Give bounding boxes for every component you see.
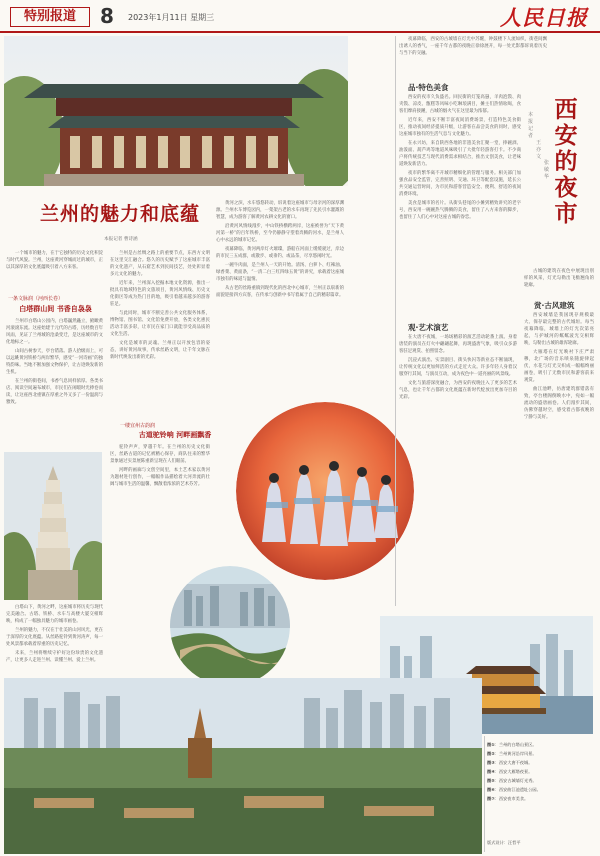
issue-date: 2023年1月11日 星期三 — [128, 13, 215, 22]
river-city-circle-photo — [170, 566, 290, 686]
column-divider — [395, 36, 396, 606]
lanzhou-subhead-2: 古道驼铃响 河畔画飘香 — [138, 431, 212, 439]
lanzhou-kicker-2: 一缕宜州古韵润 — [120, 423, 156, 429]
xian-article-title: 西安的夜市 — [554, 96, 578, 227]
pavilion-photo — [4, 36, 348, 186]
caption-item: 图④：西安大雁塔夜景。 — [487, 769, 533, 774]
lanzhou-col5-text: 白塔山下，黄河之畔，这座城市将历史与现代完美融合。古塔、铁桥、水车与高楼大厦交相辉映，构成了一幅独具魅力的城市画卷。 兰州的魅力，不仅在于壮美的山河风光，更在于深厚的文化底蕴。从丝路驼铃到黄河涛声，每一处风景都承载着厚重的历史记忆。 未来，兰州将继续守护好这份珍贵的文化遗产，让更多人走进兰州、读懂兰州、爱上兰州。 — [6, 605, 103, 663]
lanzhou-article-title: 兰州的魅力和底蕴 — [40, 203, 201, 225]
caption-item: 图⑥：西安曲江池遗址公园。 — [487, 787, 541, 792]
xian-panorama-photo — [4, 678, 482, 854]
food-section-text: 西安的夜市久负盛名。回民街的灯笼高悬，羊肉泡馍、肉夹馍、凉皮、甑糕等风味小吃琳琅满目，摊主们热情吆喝，食客们摩肩接踵，古城的烟火气在这里最为浓郁。 近年来，西安不断丰富夜间消费场景，打造特色美食街区，推动夜间经济提质升级，让游客在品尝美食的同时，感受这座城市独有的生活气息与文化魅力。 在永兴坊，来自陕西各地的非遗美食汇聚一堂，摔碗酒、油泼面、葫芦鸡等地道风味吸引了大批年轻游客打卡。不少商户将传统技艺与现代消费需求相结合，推出文创美食，让老味道焕发新活力。 夜市的繁华离不开城市精细化的管理与服务。相关部门加强食品安全监管，完善照明、交通、环卫等配套设施，延长公共交通运营时间，为市民和游客营造安全、便利、舒适的夜间消费环境。 美食是城市的名片。从街头巷尾的小摊到精致讲究的老字号，西安用一碗碗热气腾腾的美食，留住了八方来客的脚步，也留住了人们心中对这座古城的眷恋。 — [399, 95, 521, 220]
lanzhou-kicker-1: 一条文脉润（河西长卷） — [8, 296, 64, 302]
xian-intro-text: 夜幕降临，西安的古城墙在灯光中苏醒，钟鼓楼下人流如织，街巷间飘出诱人的香气，一座千年古都的夜晚正徐徐展开，每一处光影都诉说着历史与当下的交融。 — [399, 37, 547, 56]
section-tag: 特别报道 — [10, 7, 90, 27]
xian-author-1: 本报记者 — [527, 112, 533, 139]
caption-divider — [484, 736, 485, 852]
arch-section-text: 西安城墙是我国现存规模最大、保存最完整的古代城垣。每当夜幕降临，城墙上的灯光次第亮起，与护城河的粼粼波光交相辉映，勾勒出古城的雄浑轮廓。 大雁塔在灯光映衬下庄严肃穆，北广场的音乐喷泉随旋律起伏，水花与灯光交织成一幅幅绚丽画卷，吸引了无数市民和游客前来观赏。 曲江池畔，仿唐建筑群错落有致，亭台楼阁倒映水中，宛如一幅流动的盛唐画卷。人们漫步其间，仿佛穿越时空，感受着古都夜晚的宁静与美好。 — [524, 313, 594, 420]
section-head-architecture: 赏·古风建筑 — [534, 301, 575, 310]
section-head-art: 观·艺术演艺 — [408, 323, 449, 332]
caption-item: 图①：兰州的白塔山景区。 — [487, 742, 537, 747]
lanzhou-subhead-1: 白塔群山间 书香自袅袅 — [19, 305, 92, 313]
page-header — [0, 0, 600, 34]
section-head-food: 品·特色美食 — [408, 83, 449, 92]
newspaper-logo: 人民日报 — [500, 5, 588, 30]
art-section-text: 在大唐不夜城，一场场精彩的演艺活动轮番上演。身着唐装的演员在灯火中翩翩起舞，再现盛唐气象，吸引众多游客驻足观赏、拍照留念。 沉浸式演出、实景剧目、街头快闪等新业态不断涌现，让传统文化以更加鲜活的方式走近大众。许多年轻人身着汉服穿行其间，与演员互动，成为夜色中一道亮丽的风景线。 文化与旅游深度融合，为西安的夜晚注入了更多的艺术气息，也让千年古都的文化底蕴在新时代绽放出更加夺目的光彩。 — [399, 335, 517, 400]
caption-item: 图⑦：西安夜市美食。 — [487, 796, 529, 801]
lanzhou-col1-text: 兰州市白塔山公园内，白塔巍然矗立，俯瞰黄河滚滚东流。这座始建于元代的古塔，历经数百年风雨，见证了兰州城的沧桑变迁，是这座城市的文化地标之一。 山间古树参天，亭台错落。游人拾级而上，可以远眺黄河铁桥与两岸繁华，感受“一河诗画”的独特韵味。当地不断加强文物保护，让古迹焕发新的生机。 在兰州的街巷间，书香气息同样浓厚。各类书店、阅读空间遍布城市，市民们在闲暇时光捧卷而读，让这座西北重镇在厚重之外又多了一份温润与雅致。 — [6, 319, 103, 405]
caption-item: 图②：兰州黄河沿岸风景。 — [487, 751, 537, 756]
lanzhou-col3-text: 黄河之滨，水车悠悠转动，诉说着这座城市与母亲河的深厚渊源。兰州水车博览园内，一架架古老的水车再现了先民引水灌溉的智慧，成为游客了解黄河农耕文化的窗口。 沿黄河风情线漫步，中山铁桥横跨两岸，这座被誉为“天下黄河第一桥”的百年铁桥，至今仍静静守望着奔腾的河水，是兰州人心中永远的城市记忆。 夜幕降临，黄河两岸灯火璀璨，游船在河面上缓缓驶过，岸边的市民三五成群，或散步、或垂钓、或品茶，尽享悠闲时光。 一碗牛肉面，是兰州人一天的开始。清汤、白萝卜、红辣油、绿香菜、黄面条，“一清二白三红四绿五黄”的讲究，承载着这座城市独有的味道与温情。 从古老的丝路重镇到现代化的西北中心城市，兰州正以崭新的面貌迎接四方宾客，在传承与创新中书写着属于自己的精彩篇章。 — [216, 201, 344, 298]
caption-item: 图⑤：西安古城墙灯光秀。 — [487, 778, 537, 783]
lanzhou-col4-text: 驼铃声声，穿越千年。在兰州的历史文化街区，丝路古道的记忆被精心保存，商队往来的繁华景象通过实景展陈重新呈现在人们眼前。 河畔的画廊与文创空间里，本土艺术家以黄河为题材进行创作，一幅幅作品描绘着大河奔流的壮阔与城市生活的温馨，飘散着浓浓的艺术芬芳。 — [110, 445, 210, 487]
lanzhou-intro-text: 一个城市的魅力，在于它独特的历史文化积淀与时代风貌。兰州，这座黄河穿城而过的城市，正以其深厚的文化底蕴吸引着八方来客。 — [6, 251, 103, 270]
dancers-circle-photo — [236, 402, 414, 580]
layout-credit: 版式设计：汪哲平 — [487, 840, 521, 845]
lanzhou-byline: 本报记者 曹诗涵 — [104, 237, 138, 242]
xian-author-2: 王亦文 — [535, 140, 541, 160]
header-rule — [0, 31, 600, 33]
xian-author-3: 张敏华 — [543, 160, 549, 180]
lanzhou-col2-text: 兰州是古丝绸之路上的重要节点，东西方文明在这里交汇融合。悠久的历史赋予了这座城市丰富的文化遗产，从石窟艺术到民间技艺，处处彰显着多元文化的魅力。 近年来，兰州深入挖掘本地文化资源，推出一批具有地域特色的文旅项目，黄河风情线、历史文化街区等成为热门目的地，吸引着越来越多的游客驻足。 与此同时，城市不断完善公共文化服务体系，博物馆、图书馆、文化馆免费开放，各类文化惠民活动丰富多彩，让市民在家门口就能享受高品质的文化生活。 文化是城市的灵魂。兰州正以开放包容的姿态，讲好黄河故事，传承丝路文明，让千年文脉在新时代焕发出新的光彩。 — [110, 251, 210, 360]
arch-intro-text: 古城的建筑在夜色中展现出别样的风采，灯光勾勒出飞檐翘角的轮廓。 — [524, 269, 594, 288]
page-number: 8 — [100, 4, 114, 28]
white-pagoda-photo — [4, 452, 102, 600]
caption-item: 图③：西安大唐不夜城。 — [487, 760, 533, 765]
photo-captions — [487, 740, 595, 803]
